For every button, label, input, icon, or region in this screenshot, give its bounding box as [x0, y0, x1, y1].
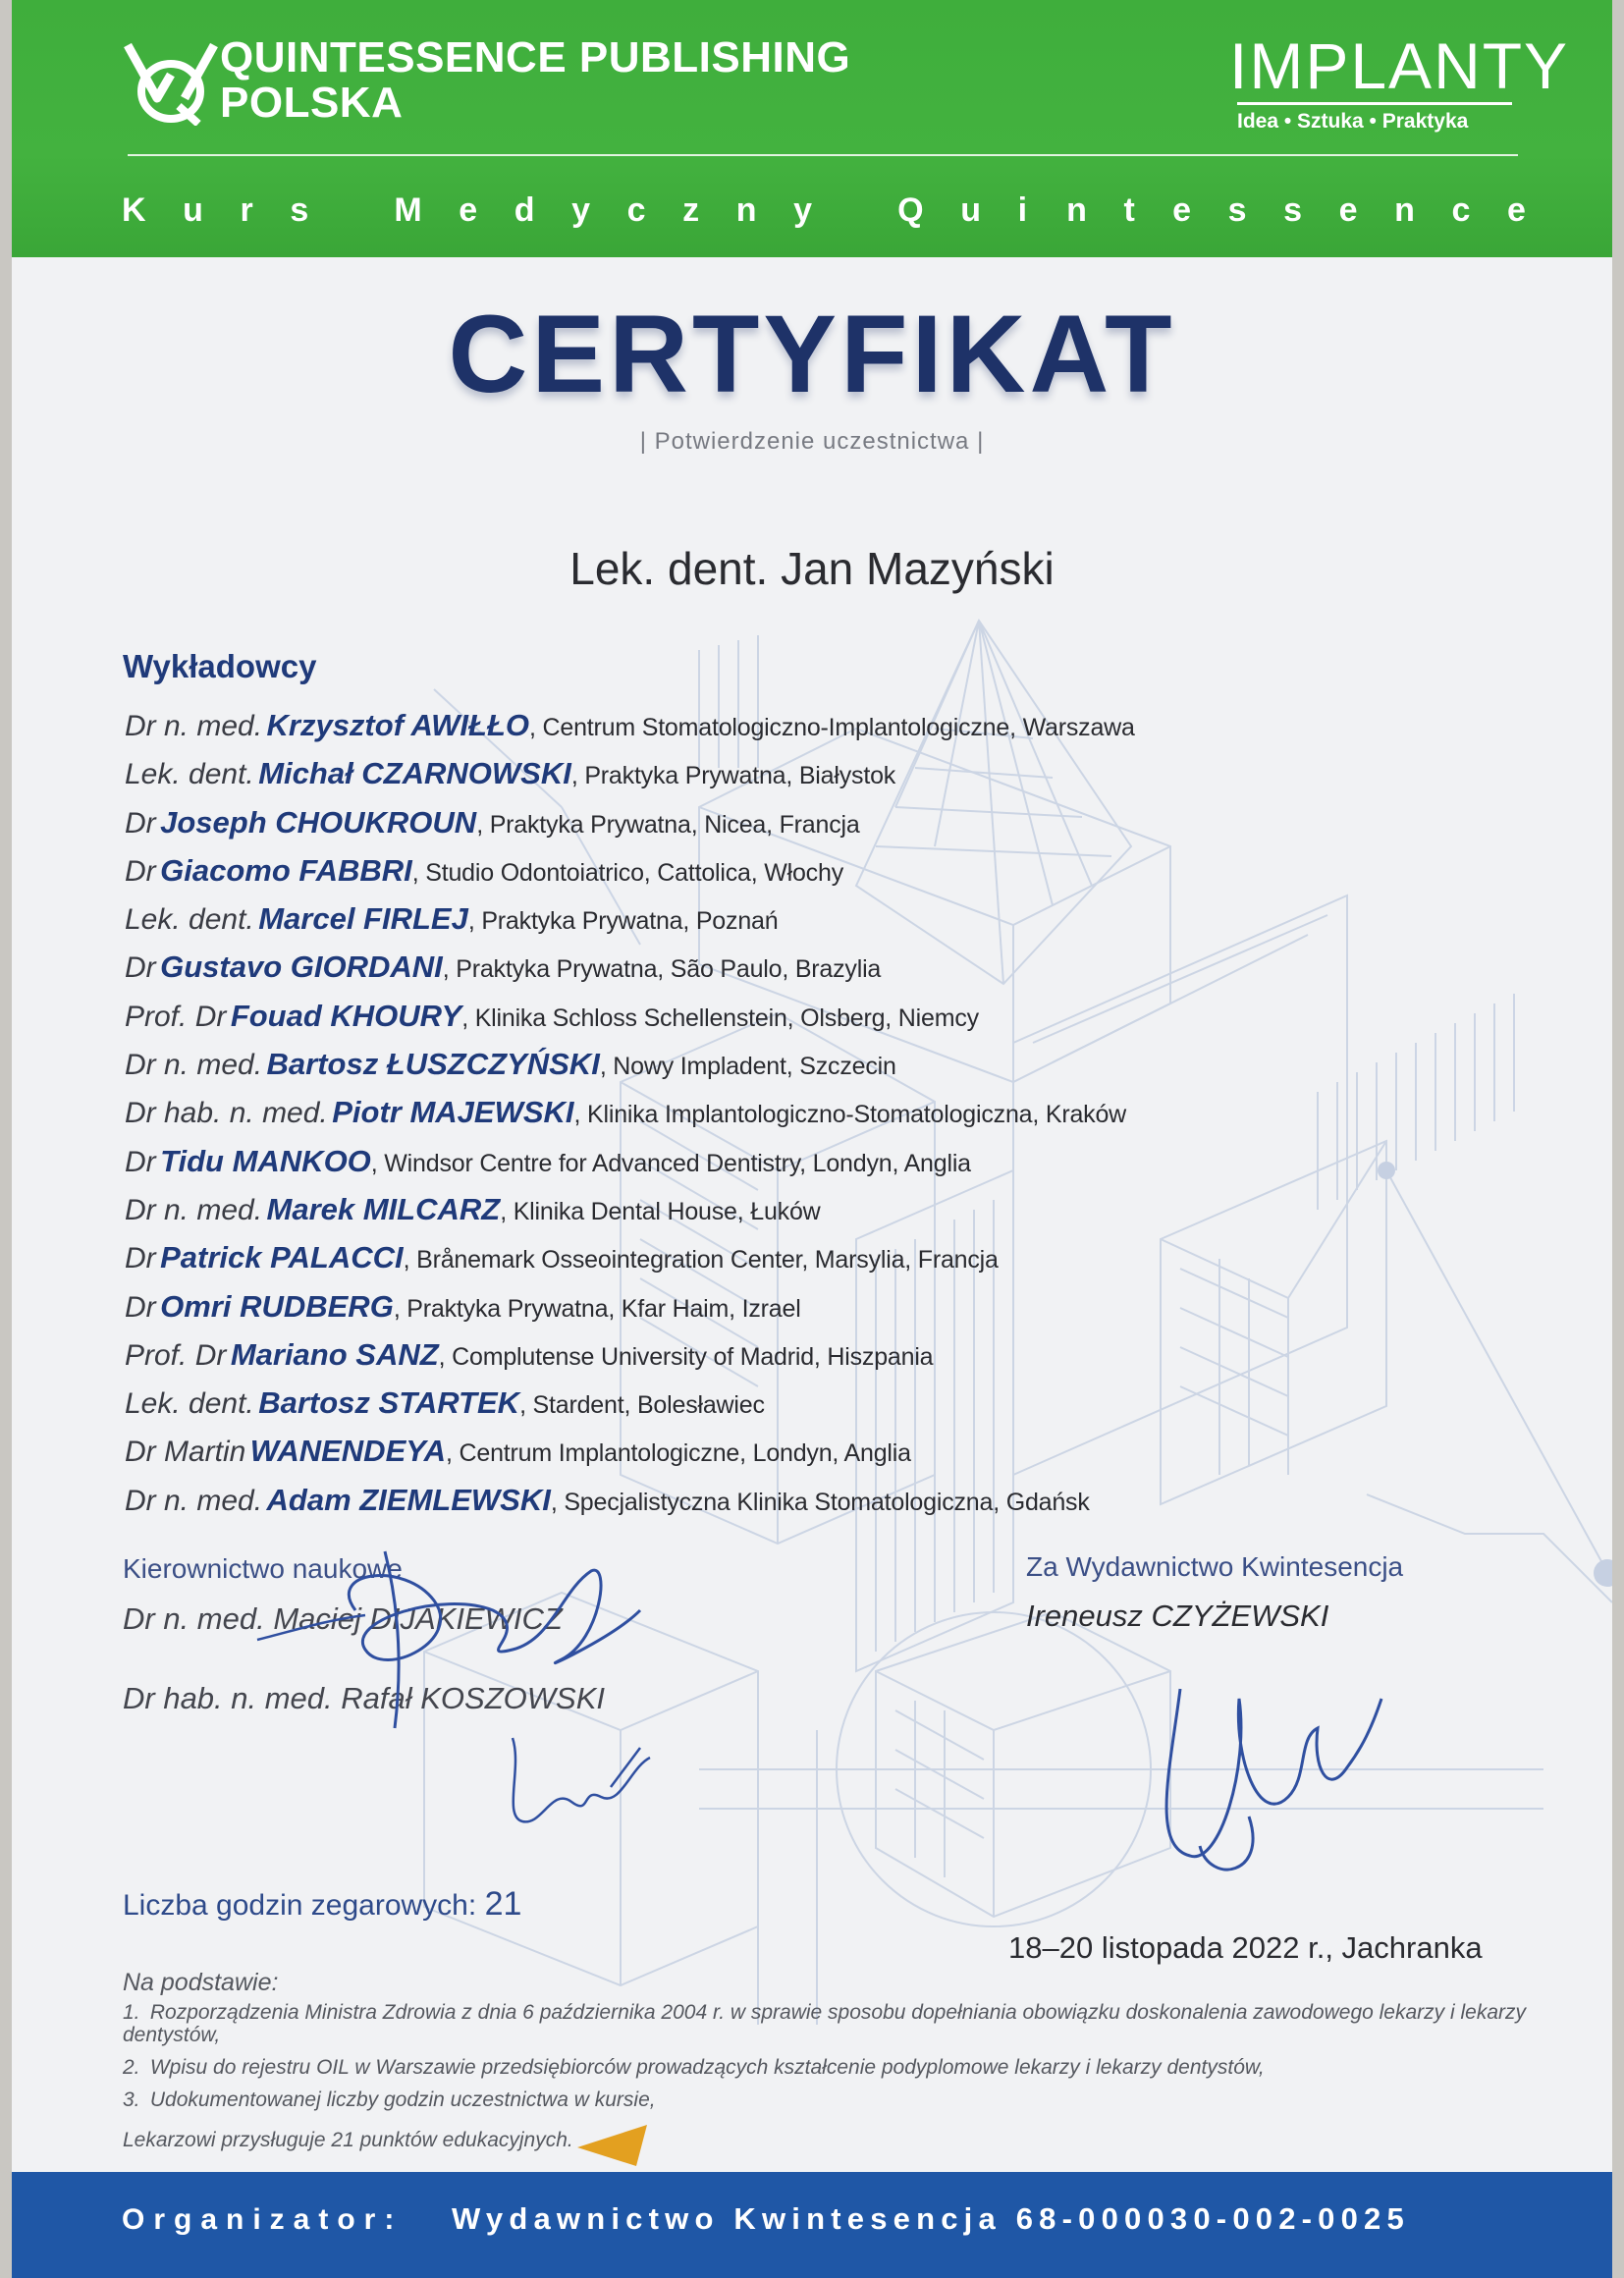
lecturer-affiliation: , Complutense University of Madrid, Hiszpania — [438, 1342, 934, 1371]
basis-heading: Na podstawie: — [123, 1969, 279, 1996]
lecturer-affiliation: , Windsor Centre for Advanced Dentistry, Londyn, Anglia — [370, 1149, 971, 1177]
footer-band — [12, 2172, 1612, 2278]
brand-title: IMPLANTY — [1229, 29, 1570, 102]
organizer-label: Organizator: — [122, 2203, 404, 2236]
brand-tagline: Idea • Sztuka • Praktyka — [1237, 110, 1469, 133]
lecturer-affiliation: , Praktyka Prywatna, Białystok — [570, 762, 896, 790]
signature-dijakiewicz-icon — [238, 1532, 660, 1748]
lecturer-title: Lek. dent. — [125, 758, 254, 791]
certificate-subtitle: | Potwierdzenie uczestnictwa | — [639, 428, 985, 455]
lecturer-title: Dr — [125, 806, 156, 840]
scientific-person-2: Dr hab. n. med. Rafał KOSZOWSKI — [123, 1681, 605, 1715]
publisher-person: Ireneusz CZYŻEWSKI — [1026, 1599, 1329, 1633]
course-letter: M — [394, 191, 422, 229]
publisher-name-line1: QUINTESSENCE PUBLISHING — [220, 33, 851, 81]
publisher-name — [220, 35, 850, 126]
course-letter: d — [514, 191, 535, 229]
quintessence-logo-icon — [122, 37, 220, 126]
lecturer-name: WANENDEYA — [249, 1434, 447, 1469]
basis-item — [123, 2088, 1527, 2111]
lecturer-name: Adam ZIEMLEWSKI — [266, 1482, 551, 1517]
signature-czyzewski-icon — [1141, 1650, 1396, 1905]
lecturer-affiliation: , Specjalistyczna Klinika Stomatologiczna, Gdańsk — [550, 1488, 1090, 1516]
lecturer-title: Dr — [125, 854, 156, 888]
course-letter: u — [183, 191, 203, 229]
course-name — [122, 190, 1526, 230]
lecturer-item — [125, 1235, 1135, 1283]
lecturer-affiliation: , Praktyka Prywatna, Kfar Haim, Izrael — [393, 1294, 801, 1323]
date-place: 18–20 listopada 2022 r., Jachranka — [1008, 1930, 1483, 1965]
basis-item — [123, 2001, 1527, 2046]
lecturer-name: Patrick PALACCI — [160, 1240, 404, 1275]
certificate-title: CERTYFIKAT — [448, 293, 1176, 415]
lecturer-title: Lek. dent. — [125, 1387, 254, 1421]
lecturer-item — [125, 945, 1135, 993]
course-letter: y — [793, 191, 813, 229]
lecturer-name: Giacomo FABBRI — [160, 852, 412, 888]
scientific-person-1: Dr n. med. Maciej DIJAKIEWICZ — [123, 1601, 563, 1636]
lecturer-title: Dr n. med. — [125, 1484, 263, 1517]
course-letter: n — [1066, 191, 1087, 229]
course-letter: Q — [897, 191, 924, 229]
lecturer-affiliation: , Studio Odontoiatrico, Cattolica, Włochy — [411, 858, 843, 887]
certificate-sheet — [12, 0, 1612, 2278]
lecturer-item — [125, 751, 1135, 799]
basis-text: Rozporządzenia Ministra Zdrowia z dnia 6 października 2004 r. w sprawie sposobu dopełniania obowiązku doskonalenia zawodowego lekarzy i lekarzy dentystów, — [123, 2001, 1526, 2046]
lecturer-item — [125, 848, 1135, 896]
lecturer-item — [125, 1478, 1135, 1526]
lecturer-item — [125, 1429, 1135, 1477]
brand-underline — [1237, 102, 1512, 105]
lecturer-name: Marek MILCARZ — [266, 1191, 501, 1226]
course-letter: s — [1283, 191, 1302, 229]
lecturers-heading: Wykładowcy — [123, 648, 317, 684]
lecturer-affiliation: , Stardent, Bolesławiec — [519, 1391, 765, 1420]
course-letter: e — [1506, 191, 1526, 229]
scientific-heading: Kierownictwo naukowe — [123, 1553, 403, 1584]
course-letter: z — [682, 191, 700, 229]
course-letter: u — [960, 191, 981, 229]
lecturer-item — [125, 1187, 1135, 1235]
course-letter — [849, 190, 861, 230]
lecturer-affiliation: , Brånemark Osseointegration Center, Marsylia, Francja — [403, 1246, 999, 1275]
lecturer-name: Bartosz ŁUSZCZYŃSKI — [266, 1047, 600, 1082]
lecturer-title: Dr hab. n. med. — [125, 1097, 328, 1130]
lecturer-item — [125, 896, 1135, 945]
lecturer-affiliation: , Klinika Dental House, Łuków — [500, 1197, 821, 1225]
lecturer-affiliation: , Klinika Schloss Schellenstein, Olsberg, Niemcy — [461, 1003, 979, 1032]
course-letter: c — [626, 191, 646, 229]
basis-number: 3. — [123, 2088, 140, 2111]
basis-number: 2. — [123, 2056, 140, 2079]
lecturer-item — [125, 994, 1135, 1042]
lecturers-list — [125, 703, 1135, 1526]
course-letter: e — [459, 191, 478, 229]
publisher-name-line2: POLSKA — [220, 79, 404, 127]
lecturer-title: Dr — [125, 1290, 156, 1324]
lecturer-title: Dr n. med. — [125, 710, 263, 742]
lecturer-item — [125, 703, 1135, 751]
lecturer-title: Dr n. med. — [125, 1049, 263, 1082]
organizer-value: Wydawnictwo Kwintesencja 68-000030-002-0025 — [452, 2201, 1410, 2236]
lecturer-item — [125, 1042, 1135, 1090]
lecturer-item — [125, 800, 1135, 848]
lecturer-affiliation: , Praktyka Prywatna, São Paulo, Brazylia — [442, 955, 882, 984]
basis-text: Udokumentowanej liczby godzin uczestnictwa w kursie, — [149, 2088, 656, 2111]
course-letter — [346, 190, 357, 230]
course-letter: s — [290, 191, 309, 229]
hours-label: Liczba godzin zegarowych: — [123, 1889, 477, 1922]
basis-list — [123, 2001, 1527, 2121]
basis-number: 1. — [123, 2001, 140, 2024]
lecturer-affiliation: , Praktyka Prywatna, Poznań — [467, 907, 779, 936]
lecturer-name: Gustavo GIORDANI — [160, 949, 443, 985]
lecturer-title: Prof. Dr — [125, 1338, 227, 1372]
course-letter: n — [1394, 191, 1415, 229]
lecturer-name: Mariano SANZ — [230, 1336, 439, 1372]
lecturer-item — [125, 1332, 1135, 1381]
course-letter: n — [735, 191, 757, 229]
course-letter: e — [1338, 191, 1358, 229]
lecturer-name: Tidu MANKOO — [160, 1143, 371, 1178]
header-band — [12, 0, 1612, 257]
lecturer-title: Lek. dent. — [125, 903, 254, 937]
lecturer-title: Dr — [125, 1242, 156, 1275]
lecturer-name: Krzysztof AWIŁŁO — [266, 708, 530, 742]
course-letter: e — [1172, 191, 1191, 229]
header-divider — [128, 154, 1518, 156]
lecturer-item — [125, 1284, 1135, 1332]
lecturer-name: Piotr MAJEWSKI — [332, 1095, 574, 1130]
lecturer-affiliation: , Praktyka Prywatna, Nicea, Francja — [476, 810, 860, 839]
lecturer-title: Dr n. med. — [125, 1193, 263, 1226]
lecturer-item — [125, 1090, 1135, 1138]
course-letter: c — [1451, 191, 1471, 229]
lecturer-name: Bartosz STARTEK — [258, 1385, 520, 1421]
lecturer-name: Omri RUDBERG — [160, 1288, 394, 1324]
lecturer-affiliation: , Klinika Implantologiczno-Stomatologiczna, Kraków — [573, 1101, 1127, 1129]
publisher-heading: Za Wydawnictwo Kwintesencja — [1026, 1551, 1404, 1582]
recipient-name: Lek. dent. Jan Mazyński — [569, 543, 1055, 594]
lecturer-affiliation: , Centrum Implantologiczne, Londyn, Anglia — [446, 1439, 911, 1468]
basis-text: Wpisu do rejestru OIL w Warszawie przedsiębiorców prowadzących kształcenie podyplomowe lekarzy i lekarzy dentystów, — [149, 2056, 1265, 2079]
course-letter: i — [1017, 191, 1028, 229]
course-letter: K — [122, 191, 146, 229]
lecturer-name: Joseph CHOUKROUN — [160, 804, 477, 840]
lecturer-affiliation: , Centrum Stomatologiczno-Implantologiczne, Warszawa — [529, 714, 1135, 741]
lecturer-name: Michał CZARNOWSKI — [258, 756, 571, 791]
lecturer-title: Dr Martin — [125, 1436, 246, 1469]
lecturer-name: Marcel FIRLEJ — [258, 901, 468, 937]
lecturer-title: Dr — [125, 1145, 156, 1178]
course-letter: r — [240, 191, 253, 229]
course-letter: t — [1123, 191, 1135, 229]
lecturer-item — [125, 1139, 1135, 1187]
course-letter: s — [1227, 191, 1247, 229]
lecturer-item — [125, 1381, 1135, 1429]
lecturer-name: Fouad KHOURY — [230, 998, 462, 1033]
signature-koszowski-icon — [493, 1728, 670, 1836]
hours-field — [123, 1885, 521, 1924]
hours-value: 21 — [484, 1885, 522, 1923]
course-letter: y — [571, 191, 591, 229]
orange-triangle-icon — [577, 2125, 647, 2166]
lecturer-affiliation: , Nowy Impladent, Szczecin — [599, 1053, 896, 1081]
lecturer-title: Prof. Dr — [125, 1000, 227, 1033]
basis-item — [123, 2056, 1527, 2079]
lecturer-title: Dr — [125, 951, 156, 985]
education-points-note: Lekarzowi przysługuje 21 punktów edukacyjnych. — [123, 2129, 573, 2151]
